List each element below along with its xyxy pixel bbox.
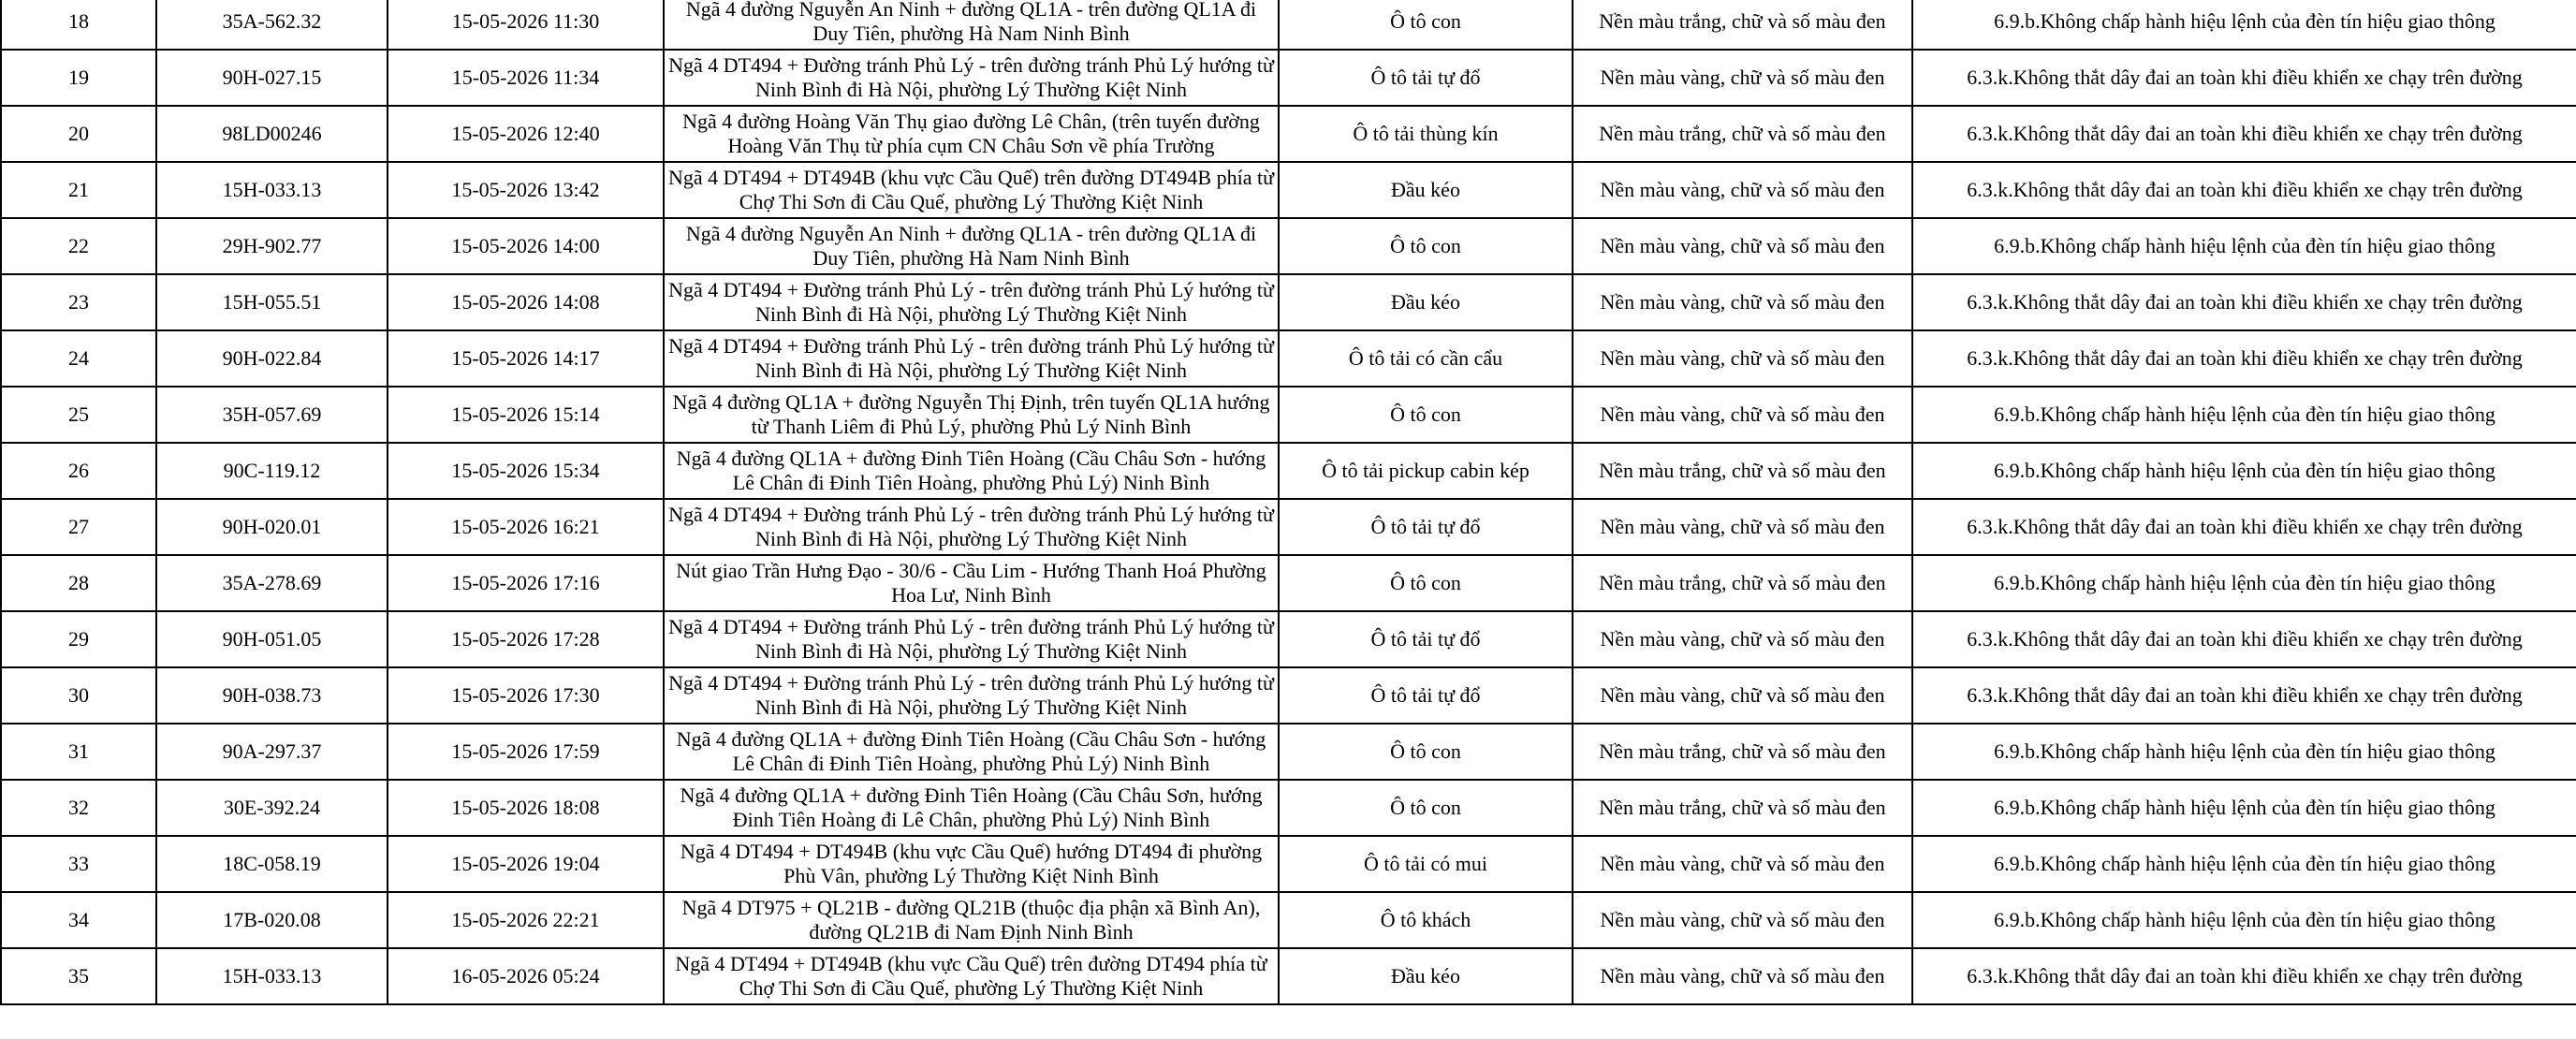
cell-plate-color: Nền màu vàng, chữ và số màu đen [1573,892,1912,948]
cell-time: 15-05-2026 13:42 [388,162,664,218]
cell-plate-color: Nền màu vàng, chữ và số màu đen [1573,274,1912,330]
cell-stt: 21 [1,162,156,218]
cell-violation: 6.9.b.Không chấp hành hiệu lệnh của đèn tín hiệu giao thông [1912,724,2576,780]
cell-stt: 25 [1,387,156,443]
cell-stt: 35 [1,948,156,1004]
cell-time: 15-05-2026 12:40 [388,106,664,162]
cell-plate-color: Nền màu trắng, chữ và số màu đen [1573,780,1912,836]
table-row [1,330,2576,387]
cell-time: 15-05-2026 22:21 [388,892,664,948]
cell-time: 16-05-2026 05:24 [388,948,664,1004]
cell-stt: 19 [1,50,156,106]
cell-stt: 28 [1,555,156,611]
cell-plate: 90H-038.73 [156,667,388,724]
cell-location: Ngã 4 DT494 + Đường tránh Phủ Lý - trên đường tránh Phủ Lý hướng từ Ninh Bình đi Hà Nội, phường Lý Thường Kiệt Ninh [664,50,1279,106]
cell-stt: 33 [1,836,156,892]
cell-plate: 90H-027.15 [156,50,388,106]
cell-plate-color: Nền màu vàng, chữ và số màu đen [1573,667,1912,724]
cell-plate: 90H-022.84 [156,330,388,387]
cell-plate-color: Nền màu trắng, chữ và số màu đen [1573,443,1912,499]
cell-time: 15-05-2026 14:00 [388,218,664,274]
cell-violation: 6.9.b.Không chấp hành hiệu lệnh của đèn tín hiệu giao thông [1912,780,2576,836]
cell-stt: 26 [1,443,156,499]
table-row [1,667,2576,724]
table-row [1,387,2576,443]
table-body [1,0,2576,1004]
cell-location: Nút giao Trần Hưng Đạo - 30/6 - Cầu Lim - Hướng Thanh Hoá Phường Hoa Lư, Ninh Bình [664,555,1279,611]
cell-violation: 6.3.k.Không thắt dây đai an toàn khi điều khiển xe chạy trên đường [1912,106,2576,162]
cell-location: Ngã 4 đường QL1A + đường Đinh Tiên Hoàng (Cầu Châu Sơn - hướng Lê Chân đi Đinh Tiên Hoàng, phường Phủ Lý) Ninh Bình [664,443,1279,499]
table-row [1,892,2576,948]
cell-plate: 30E-392.24 [156,780,388,836]
cell-vehicle: Ô tô con [1279,0,1573,50]
cell-plate-color: Nền màu vàng, chữ và số màu đen [1573,948,1912,1004]
cell-time: 15-05-2026 14:08 [388,274,664,330]
cell-time: 15-05-2026 16:21 [388,499,664,555]
cell-location: Ngã 4 đường QL1A + đường Đinh Tiên Hoàng (Cầu Châu Sơn, hướng Đinh Tiên Hoàng đi Lê Chân, phường Phủ Lý) Ninh Bình [664,780,1279,836]
cell-time: 15-05-2026 11:30 [388,0,664,50]
cell-time: 15-05-2026 11:34 [388,50,664,106]
table-row [1,0,2576,50]
cell-violation: 6.3.k.Không thắt dây đai an toàn khi điều khiển xe chạy trên đường [1912,50,2576,106]
cell-stt: 20 [1,106,156,162]
table-row [1,836,2576,892]
cell-stt: 23 [1,274,156,330]
cell-vehicle: Đầu kéo [1279,948,1573,1004]
cell-plate-color: Nền màu vàng, chữ và số màu đen [1573,611,1912,667]
cell-location: Ngã 4 đường Nguyễn An Ninh + đường QL1A - trên đường QL1A đi Duy Tiên, phường Hà Nam Ninh Bình [664,0,1279,50]
cell-stt: 30 [1,667,156,724]
cell-plate-color: Nền màu trắng, chữ và số màu đen [1573,0,1912,50]
cell-plate-color: Nền màu vàng, chữ và số màu đen [1573,836,1912,892]
cell-plate-color: Nền màu trắng, chữ và số màu đen [1573,555,1912,611]
cell-time: 15-05-2026 17:59 [388,724,664,780]
cell-vehicle: Ô tô con [1279,555,1573,611]
table-row [1,780,2576,836]
table-row [1,218,2576,274]
cell-violation: 6.9.b.Không chấp hành hiệu lệnh của đèn tín hiệu giao thông [1912,892,2576,948]
cell-plate: 17B-020.08 [156,892,388,948]
cell-location: Ngã 4 DT494 + Đường tránh Phủ Lý - trên đường tránh Phủ Lý hướng từ Ninh Bình đi Hà Nội, phường Lý Thường Kiệt Ninh [664,330,1279,387]
table-row [1,555,2576,611]
cell-location: Ngã 4 đường Nguyễn An Ninh + đường QL1A - trên đường QL1A đi Duy Tiên, phường Hà Nam Ninh Bình [664,218,1279,274]
cell-plate: 90A-297.37 [156,724,388,780]
cell-vehicle: Ô tô con [1279,387,1573,443]
cell-plate: 35A-562.32 [156,0,388,50]
cell-stt: 24 [1,330,156,387]
cell-stt: 34 [1,892,156,948]
cell-violation: 6.9.b.Không chấp hành hiệu lệnh của đèn tín hiệu giao thông [1912,0,2576,50]
cell-stt: 32 [1,780,156,836]
cell-location: Ngã 4 DT494 + DT494B (khu vực Cầu Quế) trên đường DT494 phía từ Chợ Thi Sơn đi Cầu Quế, phường Lý Thường Kiệt Ninh [664,948,1279,1004]
cell-plate-color: Nền màu vàng, chữ và số màu đen [1573,387,1912,443]
cell-location: Ngã 4 DT494 + Đường tránh Phủ Lý - trên đường tránh Phủ Lý hướng từ Ninh Bình đi Hà Nội, phường Lý Thường Kiệt Ninh [664,667,1279,724]
cell-vehicle: Ô tô tải tự đổ [1279,499,1573,555]
table-row [1,50,2576,106]
cell-plate-color: Nền màu vàng, chữ và số màu đen [1573,218,1912,274]
cell-plate: 15H-055.51 [156,274,388,330]
cell-location: Ngã 4 DT494 + DT494B (khu vực Cầu Quế) trên đường DT494B phía từ Chợ Thi Sơn đi Cầu Quế, phường Lý Thường Kiệt Ninh [664,162,1279,218]
cell-plate: 18C-058.19 [156,836,388,892]
cell-plate-color: Nền màu vàng, chữ và số màu đen [1573,50,1912,106]
table-row [1,443,2576,499]
cell-violation: 6.3.k.Không thắt dây đai an toàn khi điều khiển xe chạy trên đường [1912,948,2576,1004]
cell-plate-color: Nền màu trắng, chữ và số màu đen [1573,724,1912,780]
cell-plate: 35H-057.69 [156,387,388,443]
cell-plate-color: Nền màu vàng, chữ và số màu đen [1573,330,1912,387]
table-row [1,724,2576,780]
cell-violation: 6.9.b.Không chấp hành hiệu lệnh của đèn tín hiệu giao thông [1912,387,2576,443]
cell-location: Ngã 4 DT494 + DT494B (khu vực Cầu Quế) hướng DT494 đi phường Phù Vân, phường Lý Thường Kiệt Ninh Bình [664,836,1279,892]
cell-vehicle: Ô tô tải tự đổ [1279,611,1573,667]
cell-time: 15-05-2026 17:16 [388,555,664,611]
cell-violation: 6.3.k.Không thắt dây đai an toàn khi điều khiển xe chạy trên đường [1912,274,2576,330]
cell-location: Ngã 4 DT494 + Đường tránh Phủ Lý - trên đường tránh Phủ Lý hướng từ Ninh Bình đi Hà Nội, phường Lý Thường Kiệt Ninh [664,274,1279,330]
cell-violation: 6.3.k.Không thắt dây đai an toàn khi điều khiển xe chạy trên đường [1912,667,2576,724]
cell-vehicle: Ô tô tải tự đổ [1279,667,1573,724]
cell-time: 15-05-2026 14:17 [388,330,664,387]
cell-vehicle: Đầu kéo [1279,274,1573,330]
cell-vehicle: Ô tô tải thùng kín [1279,106,1573,162]
cell-vehicle: Ô tô con [1279,218,1573,274]
cell-violation: 6.3.k.Không thắt dây đai an toàn khi điều khiển xe chạy trên đường [1912,162,2576,218]
cell-location: Ngã 4 DT494 + Đường tránh Phủ Lý - trên đường tránh Phủ Lý hướng từ Ninh Bình đi Hà Nội, phường Lý Thường Kiệt Ninh [664,499,1279,555]
cell-violation: 6.9.b.Không chấp hành hiệu lệnh của đèn tín hiệu giao thông [1912,836,2576,892]
cell-plate: 90H-051.05 [156,611,388,667]
cell-plate: 29H-902.77 [156,218,388,274]
cell-stt: 29 [1,611,156,667]
cell-location: Ngã 4 đường QL1A + đường Đinh Tiên Hoàng (Cầu Châu Sơn - hướng Lê Chân đi Đinh Tiên Hoàng, phường Phủ Lý) Ninh Bình [664,724,1279,780]
cell-violation: 6.9.b.Không chấp hành hiệu lệnh của đèn tín hiệu giao thông [1912,443,2576,499]
cell-violation: 6.3.k.Không thắt dây đai an toàn khi điều khiển xe chạy trên đường [1912,330,2576,387]
cell-plate-color: Nền màu vàng, chữ và số màu đen [1573,499,1912,555]
table-row [1,106,2576,162]
cell-violation: 6.3.k.Không thắt dây đai an toàn khi điều khiển xe chạy trên đường [1912,499,2576,555]
cell-plate: 98LD00246 [156,106,388,162]
cell-plate: 35A-278.69 [156,555,388,611]
cell-stt: 22 [1,218,156,274]
cell-stt: 31 [1,724,156,780]
cell-time: 15-05-2026 15:34 [388,443,664,499]
cell-location: Ngã 4 DT975 + QL21B - đường QL21B (thuộc địa phận xã Bình An), đường QL21B đi Nam Định Ninh Bình [664,892,1279,948]
cell-plate-color: Nền màu trắng, chữ và số màu đen [1573,106,1912,162]
cell-time: 15-05-2026 18:08 [388,780,664,836]
table-row [1,499,2576,555]
table-row [1,162,2576,218]
cell-vehicle: Ô tô khách [1279,892,1573,948]
cell-time: 15-05-2026 15:14 [388,387,664,443]
table-row [1,948,2576,1004]
cell-vehicle: Ô tô con [1279,724,1573,780]
cell-violation: 6.9.b.Không chấp hành hiệu lệnh của đèn tín hiệu giao thông [1912,555,2576,611]
cell-vehicle: Ô tô tải tự đổ [1279,50,1573,106]
table-row [1,611,2576,667]
cell-vehicle: Ô tô con [1279,780,1573,836]
cell-time: 15-05-2026 17:30 [388,667,664,724]
cell-time: 15-05-2026 19:04 [388,836,664,892]
cell-location: Ngã 4 đường Hoàng Văn Thụ giao đường Lê Chân, (trên tuyến đường Hoàng Văn Thụ từ phía cụm CN Châu Sơn về phía Trường [664,106,1279,162]
cell-location: Ngã 4 đường QL1A + đường Nguyễn Thị Định, trên tuyến QL1A hướng từ Thanh Liêm đi Phủ Lý, phường Phủ Lý Ninh Bình [664,387,1279,443]
cell-plate: 15H-033.13 [156,948,388,1004]
cell-violation: 6.9.b.Không chấp hành hiệu lệnh của đèn tín hiệu giao thông [1912,218,2576,274]
cell-time: 15-05-2026 17:28 [388,611,664,667]
cell-vehicle: Ô tô tải có cần cẩu [1279,330,1573,387]
cell-plate-color: Nền màu vàng, chữ và số màu đen [1573,162,1912,218]
cell-plate: 90C-119.12 [156,443,388,499]
cell-stt: 27 [1,499,156,555]
cell-vehicle: Ô tô tải có mui [1279,836,1573,892]
table-row [1,274,2576,330]
cell-violation: 6.3.k.Không thắt dây đai an toàn khi điều khiển xe chạy trên đường [1912,611,2576,667]
cell-plate: 90H-020.01 [156,499,388,555]
cell-plate: 15H-033.13 [156,162,388,218]
cell-vehicle: Đầu kéo [1279,162,1573,218]
cell-vehicle: Ô tô tải pickup cabin kép [1279,443,1573,499]
cell-location: Ngã 4 DT494 + Đường tránh Phủ Lý - trên đường tránh Phủ Lý hướng từ Ninh Bình đi Hà Nội, phường Lý Thường Kiệt Ninh [664,611,1279,667]
cell-stt: 18 [1,0,156,50]
